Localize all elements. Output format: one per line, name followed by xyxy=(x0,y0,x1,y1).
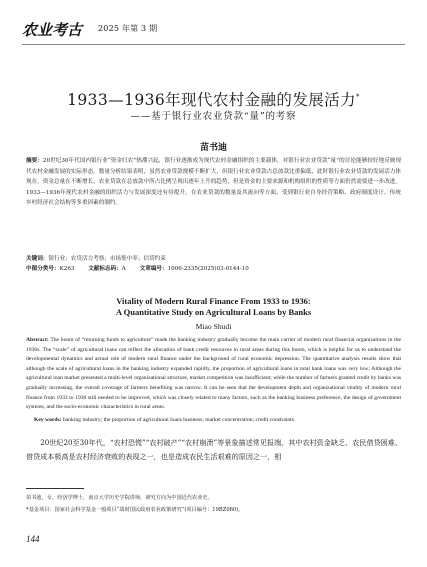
classification-line xyxy=(26,265,406,273)
article-no-label: 文章编号： xyxy=(139,266,168,272)
body-paragraph: 20世纪20至30年代，“农村恐慌”“农村破产”“农村崩溃”等景象描述常见报端，其中农村资金缺乏、农民借贷困难、借贷成本极高是农村经济衰败的表现之一，也是造成农民生活艰难的原因之一，相 xyxy=(26,438,402,461)
header-divider xyxy=(22,44,405,45)
doc-code-label: 文献标志码： xyxy=(88,266,122,272)
chinese-abstract xyxy=(26,156,401,209)
article-subtitle: ——基于银行业农业贷款“量”的考察 xyxy=(130,111,297,122)
english-keywords-label: Key words: xyxy=(34,417,62,423)
funding-footnote: *基金项目：国家社会科学基金一般项目“战时国民政府农业政策研究”(项目编号：19BZ060)。 xyxy=(26,507,244,513)
author-footnote: 苗书迪，女，经济学博士，南京大学历史学院讲师，研究方向为中国近代农业史。 xyxy=(26,495,213,501)
abstract-text: 20世纪30年代国内银行业“资金归农”热潮兴起，银行业逐渐成为现代农村金融组织的主要载体，对银行业农业贷款“量”的讨论能够较好地反映现代农村金融发展的实际形态。数量分析结果表明，虽然农业贷款规模不断扩大，但银行业农业贷款占总放款比重偏低，此时银行业农业贷款的发展活力体现在，资金总量在不断增长，农业贷款在总放款中所占比例呈现出逐年上升的趋势，但是资金的主要来源和机构组织的性质等方面仍然需要进一步改进。1933—1936年现代农村金融的组织活力与发展深度还有待提升，在农业贷款的数量及其流向等方面，受到银行业自身经营策略、政府制度设计、传统乡村经济社会结构等多重因素的制约。 xyxy=(26,158,401,207)
clc-value: K263 xyxy=(59,266,75,272)
clc-label: 中图分类号： xyxy=(26,266,60,272)
english-abstract xyxy=(26,336,401,413)
funding-mark: * xyxy=(355,92,360,101)
english-abstract-label: Abstract: xyxy=(26,337,49,343)
article-title: 1933—1936年现代农村金融的发展活力* xyxy=(67,91,360,109)
chinese-keywords xyxy=(26,255,406,263)
english-keywords xyxy=(34,416,404,424)
english-title xyxy=(0,296,427,318)
doc-code-value: A xyxy=(121,266,126,272)
journal-logo xyxy=(22,18,88,40)
english-title-line-1: Vitality of Modern Rural Finance From 1933 to 1936: xyxy=(116,296,311,306)
abstract-label: 摘要： xyxy=(26,158,43,164)
keywords-text: 银行业；农贷活力考察；市场集中率；信贷约束 xyxy=(48,256,166,262)
author-name: 苗书迪 xyxy=(199,143,227,153)
english-title-line-2: A Quantitative Study on Agricultural Loans by Banks xyxy=(115,307,312,317)
svg-text:农业考古: 农业考古 xyxy=(22,21,83,39)
keywords-label: 关键词： xyxy=(26,256,49,262)
journal-header xyxy=(22,22,405,40)
footnote-divider xyxy=(26,488,84,489)
page-number: 144 xyxy=(26,534,40,544)
english-keywords-text: banking industry; the proportion of agricultural loans business; market concentration; credit constraints xyxy=(62,417,294,423)
issue-label: 2025 年第 3 期 xyxy=(98,24,158,33)
article-no-value: 1006-2335(2025)03-0144-10 xyxy=(167,266,249,272)
english-author: Miao Shudi xyxy=(195,322,232,331)
english-abstract-text: The boom of “returning funds to agriculture” made the banking industry gradually become the main carrier of modern rural financial organizations in the 1930s. The “scale” of agricultural loans can reflect the allocation of bank credit resources in rural areas during this boom, which is helpful for us to understand the developmental dynamics and actual role of modern rural finance under the background of rural economic depression. The quantitative analysis results show that although the scale of agricultural loans in the banking industry expanded rapidly, the proportion of agricultural loans in total bank loans was very low; Although the agricultural loan market presented a multi-level organizational structure, market competition was insufficient; while the number of farmers granted credit by banks was gradually increasing, the overall coverage of farmers benefiting was narrow. It can be seen that the development depth and organizational vitality of modern rural finance from 1933 to 1936 still needed to be improved, which was closely related to many factors, such as the banking business preference, the design of government systems, and the socio-economic characteristics in rural areas. xyxy=(26,337,401,411)
